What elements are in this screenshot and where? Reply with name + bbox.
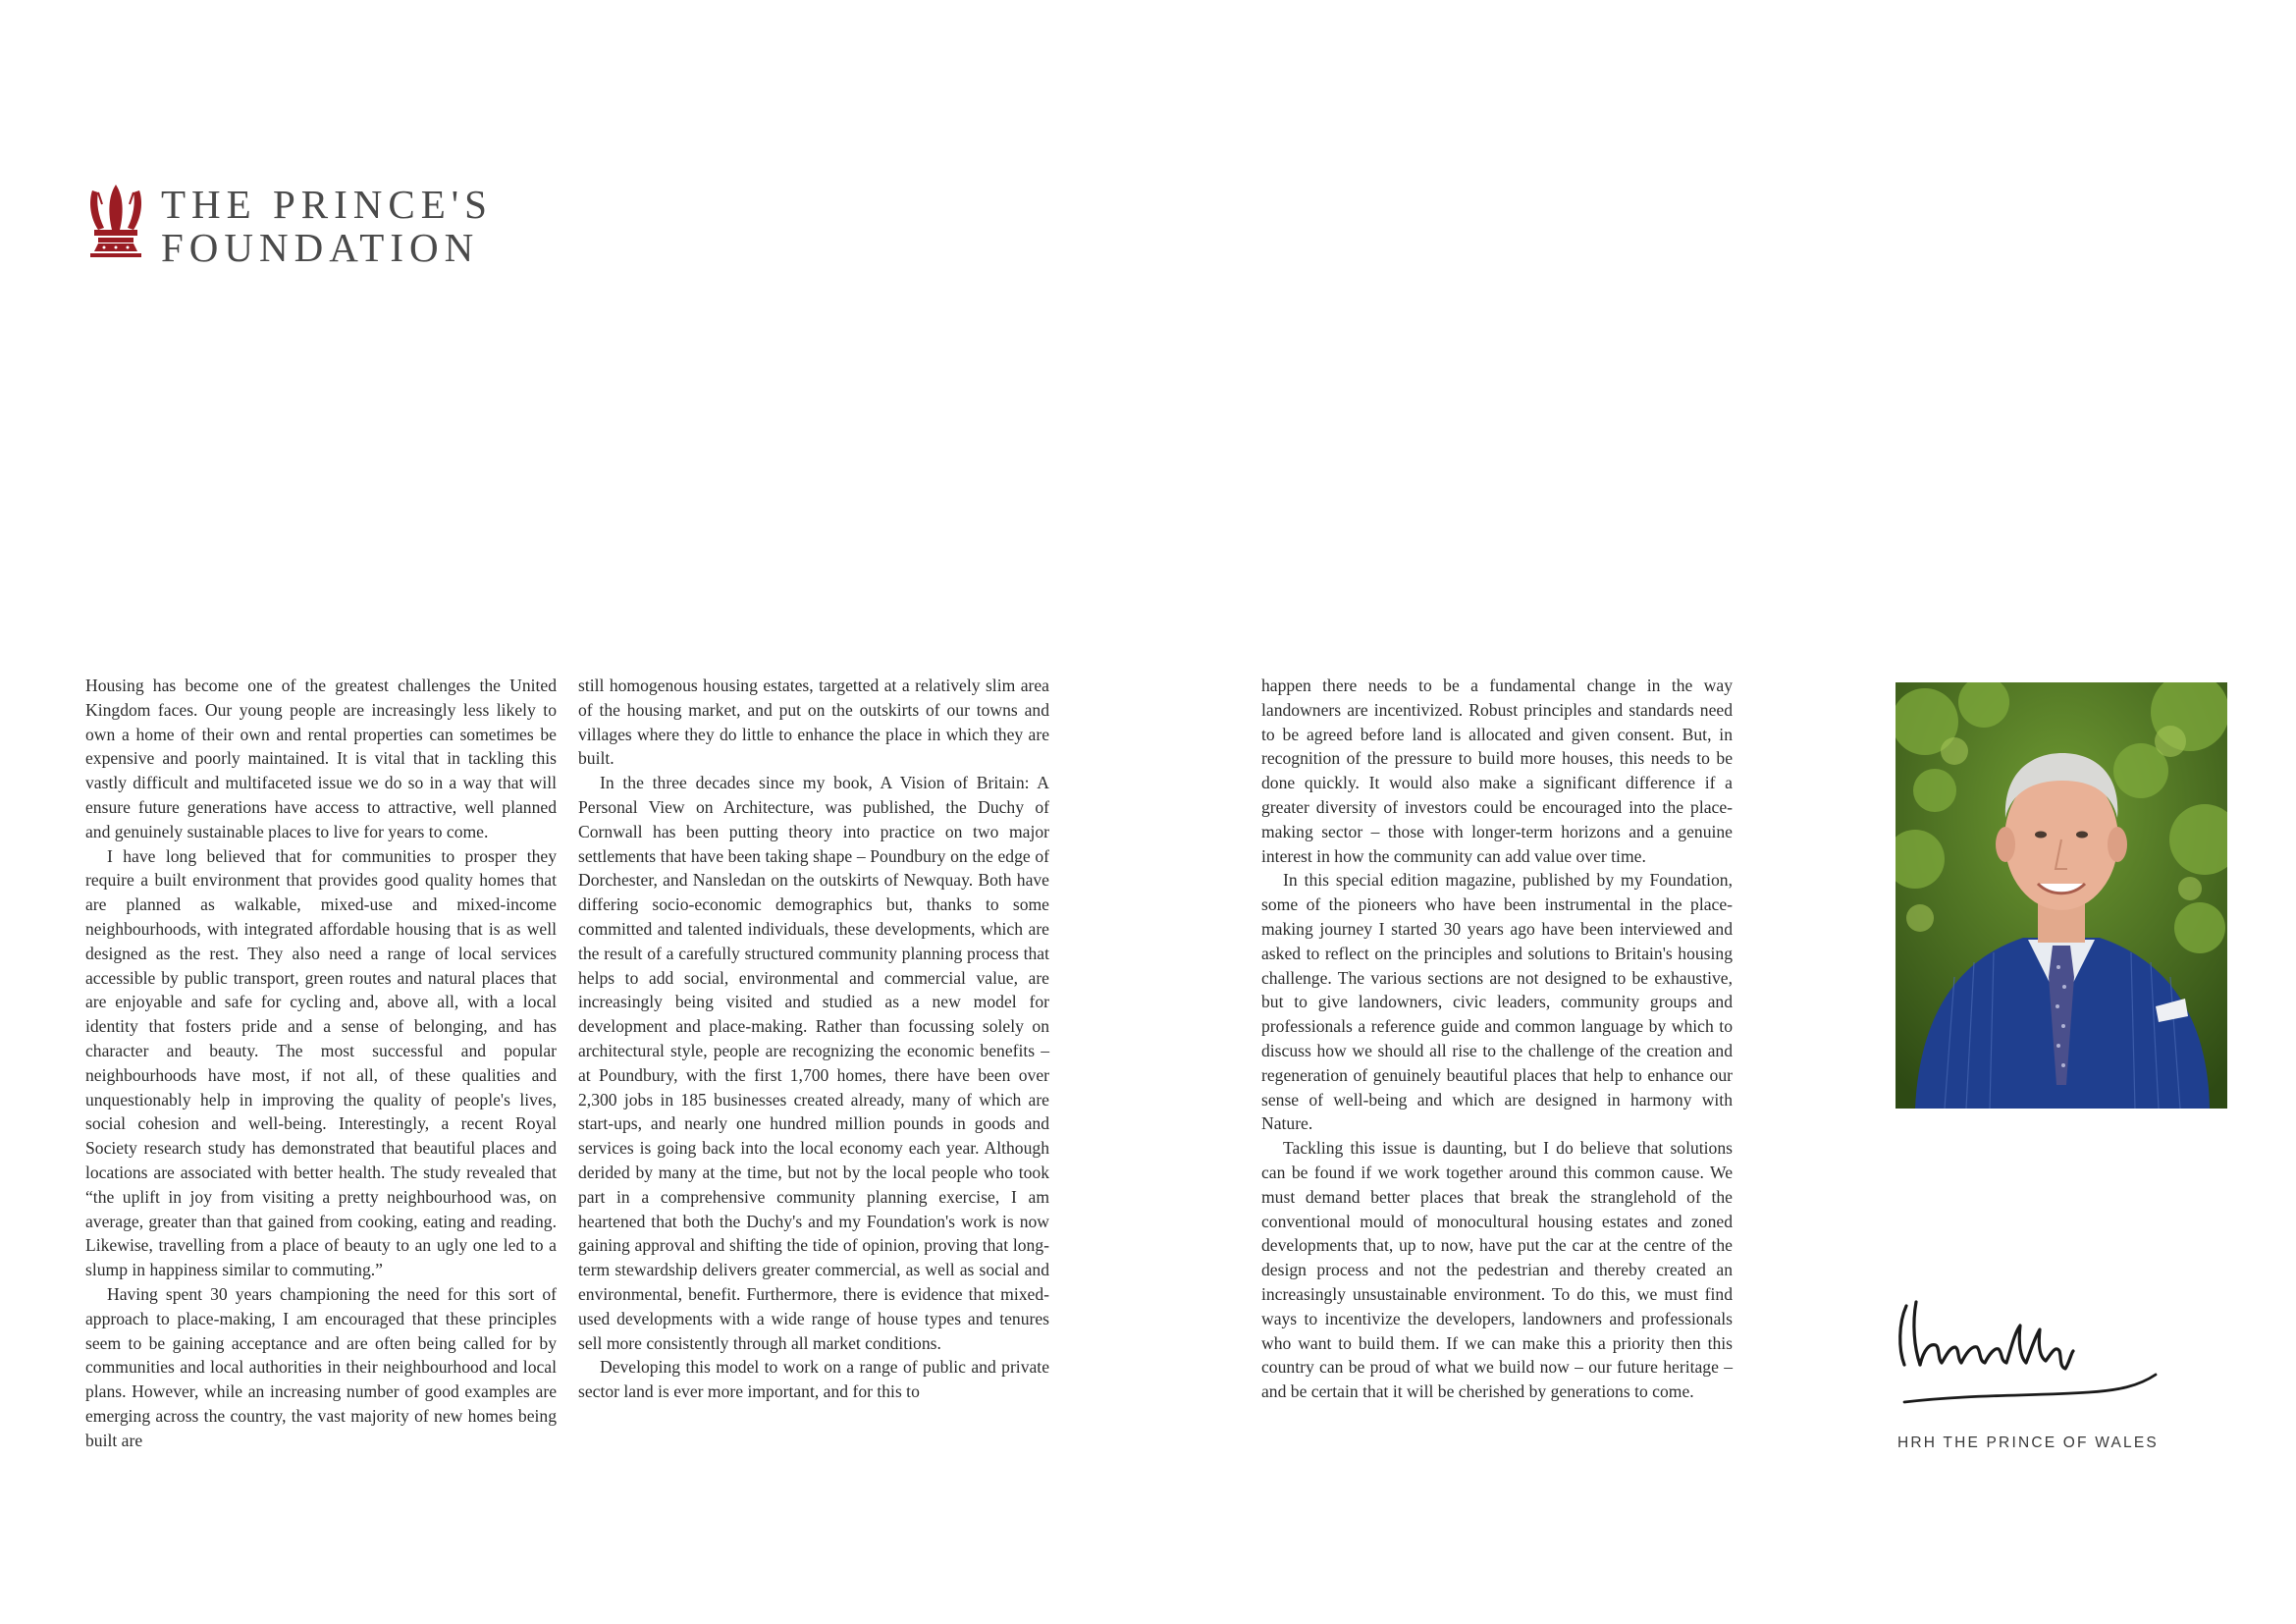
paragraph: In the three decades since my book, A Vision of Britain: A Personal View on Architecture, was published, the Duchy of Cornwall has been putting theory into practice on two major settlements that have been taking shape – Poundbury on the edge of Dorchester, and Nansledan on the outskirts of Newquay. Both have differing socio-economic demographics but, thanks to some committed and talented individuals, these developments, which are the result of a carefully structured community planning process that helps to add social, environmental and commercial value, are increasingly being visited and studied as a new model for development and place-making. Rather than focussing solely on architectural style, people are recognizing the economic benefits – at Poundbury, with the first 1,700 homes, there have been over 2,300 jobs in 185 businesses created already, many of which are start-ups, and nearly one hundred million pounds in goods and services is going back into the local economy each year. Although derided by many at the time, but not by the local people who took part in a comprehensive community planning exercise, I am heartened that both the Duchy's and my Foundation's work is now gaining approval and shifting the tide of opinion, proving that long-term stewardship delivers greater commercial, as well as social and environmental, benefit. Furthermore, there is evidence that mixed-used developments with a wide range of house types and tenures sell more consistently through all market conditions.: [578, 773, 1049, 1353]
paragraph: happen there needs to be a fundamental change in the way landowners are incentivized. Robust principles and standards need to be agreed before land is allocated and given consent. But, in recognition of the pressure to build more houses, this needs to be done quickly. It would also make a significant difference if a greater diversity of investors could be encouraged into the place-making sector – those with longer-term horizons and a genuine interest in how the community can add value over time.: [1261, 676, 1733, 866]
paragraph: Developing this model to work on a range of public and private sector land is ever more important, and for this to: [578, 1357, 1049, 1402]
paragraph: In this special edition magazine, published by my Foundation, some of the pioneers who have been instrumental in the place-making journey I started 30 years ago have been interviewed and asked to reflect on the principles and solutions to Britain's housing challenge. The various sections are not designed to be exhaustive, but to give landowners, civic leaders, community groups and professionals a reference guide and common language by which to discuss how we should all rise to the challenge of the creation and regeneration of genuinely beautiful places that help to enhance our sense of well-being and which are designed in harmony with Nature.: [1261, 870, 1733, 1134]
paragraph: Housing has become one of the greatest challenges the United Kingdom faces. Our young people are increasingly less likely to own a home of their own and rental properties can sometimes be expensive and poorly maintained. It is vital that in tackling this vastly difficult and multifaceted issue we do so in a way that will ensure future generations have access to attractive, well planned and genuinely sustainable places to live for years to come.: [85, 676, 557, 841]
paragraph: I have long believed that for communities to prosper they require a built environment that provides good quality homes that are planned as walkable, mixed-use and mixed-income neighbourhoods, with integrated affordable housing that is as well designed as the rest. They also need a range of local services accessible by public transport, green routes and natural places that are enjoyable and safe for cycling and, above all, with a local identity that fosters pride and a sense of belonging, and has character and beauty. The most successful and popular neighbourhoods have most, if not all, of these qualities and unquestionably help in improving the quality of people's lives, social cohesion and well-being. Interestingly, a recent Royal Society research study has demonstrated that beautiful places and locations are associated with better health. The study revealed that “the uplift in joy from visiting a pretty neighbourhood was, on average, greater than that gained from cooking, eating and reading. Likewise, travelling from a place of beauty to an ugly one led to a slump in happiness similar to commuting.”: [85, 845, 557, 1280]
portrait-photo: [1896, 682, 2227, 1109]
text-column-1: [85, 674, 557, 1453]
signature-caption: HRH THE PRINCE OF WALES: [1897, 1435, 2159, 1451]
text-column-2: [578, 674, 1049, 1404]
logo-line-1: THE PRINCE'S: [161, 182, 493, 227]
text-column-3: [1261, 674, 1733, 1404]
logo-wordmark: [161, 183, 493, 269]
paragraph: Having spent 30 years championing the need for this sort of approach to place-making, I am encouraged that these principles seem to be gaining acceptance and are often being called for by communities and local authorities in their neighbourhood and local plans. However, while an increasing number of good examples are emerging across the country, the vast majority of new homes being built are: [85, 1283, 557, 1450]
foundation-logo: [84, 183, 493, 269]
portrait-illustration: [1896, 682, 2227, 1109]
logo-line-2: FOUNDATION: [161, 225, 480, 270]
paragraph: Tackling this issue is daunting, but I do believe that solutions can be found if we work together around this common cause. We must demand better places that break the stranglehold of the conventional mould of monocultural housing estates and zoned developments that, up to now, have put the car at the centre of the design process and not the pedestrian and thereby created an increasingly unsustainable environment. To do this, we must find ways to incentivize the developers, landowners and professionals who want to build them. If we can make this a priority then this country can be proud of what we build now – our future heritage – and be certain that it will be cherished by generations to come.: [1261, 1138, 1733, 1402]
prince-of-wales-feathers-icon: [84, 183, 147, 261]
paragraph: still homogenous housing estates, targetted at a relatively slim area of the housing market, and put on the outskirts of our towns and villages where they do little to enhance the place in which they are built.: [578, 676, 1049, 769]
handwritten-signature: [1893, 1294, 2167, 1422]
